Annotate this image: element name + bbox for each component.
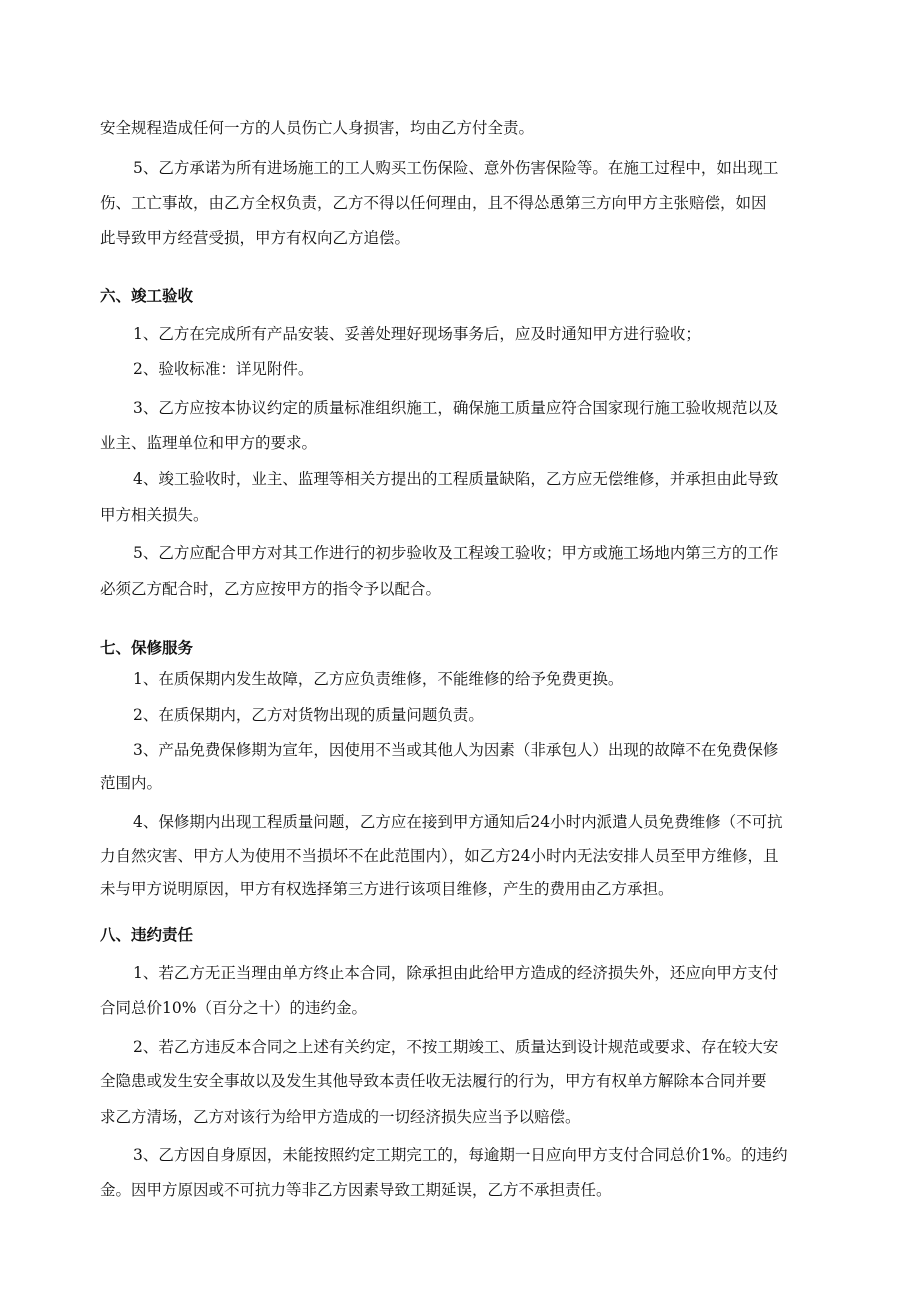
text-line: 此导致甲方经营受损，甲方有权向乙方追偿。 xyxy=(100,229,411,247)
section-heading: 八、违约责任 xyxy=(100,926,194,944)
text-line: 求乙方清场，乙方对该行为给甲方造成的一切经济损失应当予以赔偿。 xyxy=(100,1108,581,1126)
text-line: 3、产品免费保修期为宣年，因使用不当或其他人为因素（非承包人）出现的故障不在免费保修 xyxy=(133,741,779,759)
text-line: 5、乙方承诺为所有进场施工的工人购买工伤保险、意外伤害保险等。在施工过程中，如出现工 xyxy=(133,159,779,177)
text-line: 5、乙方应配合甲方对其工作进行的初步验收及工程竣工验收；甲方或施工场地内第三方的工作 xyxy=(133,544,779,562)
text-line: 安全规程造成任何一方的人员伤亡人身损害，均由乙方付全责。 xyxy=(100,119,535,137)
text-line: 业主、监理单位和甲方的要求。 xyxy=(100,434,318,452)
text-line: 1、在质保期内发生故障，乙方应负责维修，不能维修的给予免费更换。 xyxy=(133,670,624,688)
text-line: 甲方相关损失。 xyxy=(100,506,209,524)
text-line: 3、乙方应按本协议约定的质量标准组织施工，确保施工质量应符合国家现行施工验收规范以及 xyxy=(133,399,779,417)
text-line: 伤、工亡事故，由乙方全权负责，乙方不得以任何理由，且不得怂恿第三方向甲方主张赔偿，如因 xyxy=(100,194,767,212)
text-line: 2、在质保期内，乙方对货物出现的质量问题负责。 xyxy=(133,706,484,724)
text-line: 合同总价10%（百分之十）的违约金。 xyxy=(100,999,367,1017)
text-line: 4、保修期内出现工程质量问题，乙方应在接到甲方通知后24小时内派遣人员免费维修（不可抗 xyxy=(133,813,783,831)
text-line: 金。因甲方原因或不可抗力等非乙方因素导致工期延误，乙方不承担责任。 xyxy=(100,1181,612,1199)
text-line: 2、若乙方违反本合同之上述有关约定，不按工期竣工、质量达到设计规范或要求、存在较大安 xyxy=(133,1038,779,1056)
text-line: 4、竣工验收时，业主、监理等相关方提出的工程质量缺陷，乙方应无偿维修，并承担由此导致 xyxy=(133,470,779,488)
text-line: 力自然灾害、甲方人为使用不当损坏不在此范围内），如乙方24小时内无法安排人员至甲方维修，且 xyxy=(100,847,779,865)
text-line: 全隐患或发生安全事故以及发生其他导致本责任收无法履行的行为，甲方有权单方解除本合同并要 xyxy=(100,1072,767,1090)
text-line: 必须乙方配合时，乙方应按甲方的指令予以配合。 xyxy=(100,580,442,598)
text-line: 1、若乙方无正当理由单方终止本合同，除承担由此给甲方造成的经济损失外，还应向甲方支付 xyxy=(133,964,779,982)
section-heading: 六、竣工验收 xyxy=(100,287,194,305)
section-heading: 七、保修服务 xyxy=(100,639,194,657)
text-line: 1、乙方在完成所有产品安装、妥善处理好现场事务后，应及时通知甲方进行验收； xyxy=(133,325,701,343)
text-line: 未与甲方说明原因，甲方有权选择第三方进行该项目维修，产生的费用由乙方承担。 xyxy=(100,880,674,898)
text-line: 3、乙方因自身原因，未能按照约定工期完工的，每逾期一日应向甲方支付合同总价1%。的违约 xyxy=(133,1146,788,1164)
text-line: 2、验收标准：详见附件。 xyxy=(133,360,314,378)
text-line: 范围内。 xyxy=(100,774,163,792)
